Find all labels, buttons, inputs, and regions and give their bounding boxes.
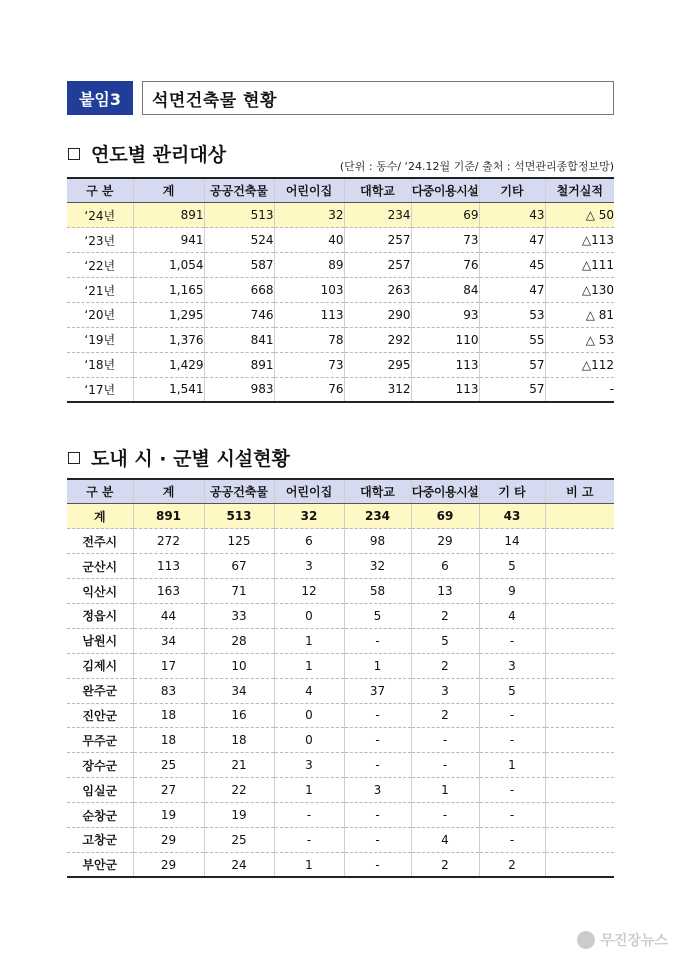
table-cell xyxy=(545,852,614,877)
table-cell: 263 xyxy=(344,278,411,303)
table-cell xyxy=(545,504,614,529)
table-cell: 57 xyxy=(479,352,545,377)
table-cell: 1 xyxy=(344,653,411,678)
table-row xyxy=(67,529,614,554)
table-cell: 1 xyxy=(411,778,479,803)
table-cell: 29 xyxy=(133,827,204,852)
col-header: 대학교 xyxy=(344,479,411,504)
table-cell: 2 xyxy=(479,852,545,877)
table-cell: 1 xyxy=(479,753,545,778)
table-cell xyxy=(545,628,614,653)
table-cell: 73 xyxy=(411,228,479,253)
table-cell: 290 xyxy=(344,302,411,327)
table-row xyxy=(67,554,614,579)
table-cell: 0 xyxy=(274,728,344,753)
table-cell: 69 xyxy=(411,504,479,529)
table-cell: 891 xyxy=(133,203,204,228)
table-cell: △111 xyxy=(545,253,614,278)
table-cell: 103 xyxy=(274,278,344,303)
table-row xyxy=(67,653,614,678)
table-cell: 1,429 xyxy=(133,352,204,377)
table-cell: 84 xyxy=(411,278,479,303)
col-header: 구 분 xyxy=(67,479,133,504)
checkbox-icon xyxy=(68,452,80,464)
table-cell: - xyxy=(479,827,545,852)
table-cell: 14 xyxy=(479,529,545,554)
row-label: 계 xyxy=(67,504,133,529)
table-cell: 32 xyxy=(274,203,344,228)
table-cell: 16 xyxy=(204,703,274,728)
table-cell: △113 xyxy=(545,228,614,253)
table-cell: 57 xyxy=(479,377,545,402)
table-cell: - xyxy=(344,803,411,828)
col-header: 공공건축물 xyxy=(204,479,274,504)
table-cell: 513 xyxy=(204,504,274,529)
table-cell: 21 xyxy=(204,753,274,778)
table-cell: 29 xyxy=(411,529,479,554)
table-cell: 28 xyxy=(204,628,274,653)
table-cell: 1,165 xyxy=(133,278,204,303)
table-cell: 312 xyxy=(344,377,411,402)
table-row xyxy=(67,302,614,327)
table-cell: 58 xyxy=(344,579,411,604)
table-cell: 47 xyxy=(479,228,545,253)
table-cell xyxy=(545,778,614,803)
table-cell xyxy=(545,603,614,628)
table-row xyxy=(67,203,614,228)
table-cell: 4 xyxy=(274,678,344,703)
table-cell xyxy=(545,703,614,728)
col-header: 철거실적 xyxy=(545,178,614,203)
table-cell xyxy=(545,753,614,778)
table-cell: 5 xyxy=(411,628,479,653)
table-cell: 53 xyxy=(479,302,545,327)
table-cell: 22 xyxy=(204,778,274,803)
section2-heading xyxy=(68,444,290,471)
table-cell: 71 xyxy=(204,579,274,604)
table-cell: 29 xyxy=(133,852,204,877)
table-cell: 25 xyxy=(133,753,204,778)
table-cell: 18 xyxy=(133,703,204,728)
row-label: 김제시 xyxy=(67,653,133,678)
col-header: 계 xyxy=(133,479,204,504)
col-header: 공공건축물 xyxy=(204,178,274,203)
table-row xyxy=(67,827,614,852)
table-row xyxy=(67,628,614,653)
row-label: 진안군 xyxy=(67,703,133,728)
row-label: ‘23년 xyxy=(67,228,133,253)
row-label: 남원시 xyxy=(67,628,133,653)
table-cell: 257 xyxy=(344,253,411,278)
yearly-table xyxy=(67,177,614,403)
table-cell: 69 xyxy=(411,203,479,228)
col-header: 대학교 xyxy=(344,178,411,203)
table-cell: - xyxy=(479,803,545,828)
table-cell: 13 xyxy=(411,579,479,604)
table-cell: 19 xyxy=(204,803,274,828)
row-label: ‘24년 xyxy=(67,203,133,228)
col-header: 기타 xyxy=(479,178,545,203)
table-cell: 2 xyxy=(411,653,479,678)
table-cell: 110 xyxy=(411,327,479,352)
table-cell: - xyxy=(545,377,614,402)
row-label: ‘20년 xyxy=(67,302,133,327)
table-cell xyxy=(545,529,614,554)
table-row xyxy=(67,504,614,529)
table-cell xyxy=(545,579,614,604)
table-cell: 0 xyxy=(274,703,344,728)
table-cell: 524 xyxy=(204,228,274,253)
table-cell: 746 xyxy=(204,302,274,327)
table-row xyxy=(67,352,614,377)
table-cell: 513 xyxy=(204,203,274,228)
table-cell: 163 xyxy=(133,579,204,604)
table-cell: 34 xyxy=(204,678,274,703)
table-cell: - xyxy=(344,703,411,728)
table-cell: - xyxy=(274,803,344,828)
table-cell: 1 xyxy=(274,852,344,877)
table-cell: 983 xyxy=(204,377,274,402)
table-cell: 12 xyxy=(274,579,344,604)
table-cell: 941 xyxy=(133,228,204,253)
section1-heading xyxy=(68,140,226,167)
table-row xyxy=(67,778,614,803)
watermark xyxy=(577,930,668,950)
table-cell: 32 xyxy=(344,554,411,579)
table-row xyxy=(67,579,614,604)
table-cell: - xyxy=(479,703,545,728)
table-cell: 234 xyxy=(344,504,411,529)
table-header-row xyxy=(67,178,614,203)
row-label: 군산시 xyxy=(67,554,133,579)
table-cell: 10 xyxy=(204,653,274,678)
section2-title: 도내 시 · 군별 시설현황 xyxy=(91,448,290,470)
table-cell: 17 xyxy=(133,653,204,678)
table-cell: △ 53 xyxy=(545,327,614,352)
table-cell: 34 xyxy=(133,628,204,653)
row-label: ‘22년 xyxy=(67,253,133,278)
row-label: 완주군 xyxy=(67,678,133,703)
table-cell: 98 xyxy=(344,529,411,554)
table-cell: 113 xyxy=(411,352,479,377)
attachment-badge: 붙임3 xyxy=(67,81,133,115)
table-cell: 891 xyxy=(133,504,204,529)
table-cell: 5 xyxy=(479,678,545,703)
row-label: 장수군 xyxy=(67,753,133,778)
table-header-row xyxy=(67,479,614,504)
table-cell: 43 xyxy=(479,203,545,228)
col-header: 다중이용시설 xyxy=(411,178,479,203)
table-cell: 257 xyxy=(344,228,411,253)
table-cell: 113 xyxy=(133,554,204,579)
table-cell: - xyxy=(411,753,479,778)
table-cell: 83 xyxy=(133,678,204,703)
row-label: 무주군 xyxy=(67,728,133,753)
col-header: 어린이집 xyxy=(274,178,344,203)
table-row xyxy=(67,852,614,877)
table-cell: 78 xyxy=(274,327,344,352)
table-cell: 93 xyxy=(411,302,479,327)
table-cell: 47 xyxy=(479,278,545,303)
table-cell: 3 xyxy=(411,678,479,703)
table-cell: 24 xyxy=(204,852,274,877)
table-cell: - xyxy=(344,753,411,778)
table-cell xyxy=(545,827,614,852)
table-cell: 2 xyxy=(411,703,479,728)
table-cell: 1 xyxy=(274,628,344,653)
table-cell: 1,054 xyxy=(133,253,204,278)
col-header: 다중이용시설 xyxy=(411,479,479,504)
table-row xyxy=(67,753,614,778)
table-cell: 33 xyxy=(204,603,274,628)
row-label: ‘17년 xyxy=(67,377,133,402)
table-cell: - xyxy=(479,628,545,653)
table-cell: - xyxy=(411,728,479,753)
table-cell: 0 xyxy=(274,603,344,628)
table-cell: 587 xyxy=(204,253,274,278)
table-cell: 37 xyxy=(344,678,411,703)
table-cell: 3 xyxy=(479,653,545,678)
logo-icon xyxy=(577,931,595,949)
table-cell: 841 xyxy=(204,327,274,352)
table-cell: 891 xyxy=(204,352,274,377)
unit-note: (단위 : 동수/ ‘24.12월 기준/ 출처 : 석면관리종합정보망) xyxy=(339,160,614,173)
table-cell: 3 xyxy=(274,554,344,579)
table-cell: △ 50 xyxy=(545,203,614,228)
watermark-text: 무진장뉴스 xyxy=(600,933,668,949)
row-label: 고창군 xyxy=(67,827,133,852)
table-cell: 1,541 xyxy=(133,377,204,402)
table-row xyxy=(67,377,614,402)
table-cell: 1,295 xyxy=(133,302,204,327)
row-label: 정읍시 xyxy=(67,603,133,628)
table-cell: 113 xyxy=(274,302,344,327)
table-row xyxy=(67,253,614,278)
row-label: 부안군 xyxy=(67,852,133,877)
table-cell: - xyxy=(274,827,344,852)
col-header: 구 분 xyxy=(67,178,133,203)
table-row xyxy=(67,803,614,828)
table-cell: 25 xyxy=(204,827,274,852)
row-label: 전주시 xyxy=(67,529,133,554)
row-label: 순창군 xyxy=(67,803,133,828)
row-label: ‘18년 xyxy=(67,352,133,377)
table-cell: 2 xyxy=(411,852,479,877)
table-cell: - xyxy=(344,827,411,852)
row-label: 임실군 xyxy=(67,778,133,803)
table-cell: 1,376 xyxy=(133,327,204,352)
table-cell: 5 xyxy=(479,554,545,579)
table-row xyxy=(67,228,614,253)
table-cell: 45 xyxy=(479,253,545,278)
page-title: 석면건축물 현황 xyxy=(142,81,614,115)
table-cell: - xyxy=(411,803,479,828)
table-cell xyxy=(545,653,614,678)
table-cell xyxy=(545,803,614,828)
table-cell: 9 xyxy=(479,579,545,604)
table-cell: 73 xyxy=(274,352,344,377)
col-header: 기 타 xyxy=(479,479,545,504)
table-cell xyxy=(545,678,614,703)
table-cell: 89 xyxy=(274,253,344,278)
table-cell: 2 xyxy=(411,603,479,628)
table-cell: 76 xyxy=(411,253,479,278)
table-cell: 43 xyxy=(479,504,545,529)
table-cell: 4 xyxy=(479,603,545,628)
title-row xyxy=(67,81,614,115)
table-cell: 272 xyxy=(133,529,204,554)
table-cell: 125 xyxy=(204,529,274,554)
table-cell: 4 xyxy=(411,827,479,852)
table-cell: 6 xyxy=(411,554,479,579)
table-cell: 1 xyxy=(274,778,344,803)
regional-table xyxy=(67,478,614,878)
row-label: 익산시 xyxy=(67,579,133,604)
table-row xyxy=(67,703,614,728)
table-row xyxy=(67,327,614,352)
table-row xyxy=(67,678,614,703)
table-cell: 18 xyxy=(204,728,274,753)
table-cell: 292 xyxy=(344,327,411,352)
table-cell xyxy=(545,728,614,753)
table-cell: 27 xyxy=(133,778,204,803)
col-header: 비 고 xyxy=(545,479,614,504)
col-header: 계 xyxy=(133,178,204,203)
table-cell: 67 xyxy=(204,554,274,579)
table-cell: 295 xyxy=(344,352,411,377)
table-cell: 3 xyxy=(344,778,411,803)
table-cell: △ 81 xyxy=(545,302,614,327)
table-cell: 234 xyxy=(344,203,411,228)
table-cell: 5 xyxy=(344,603,411,628)
table-cell: 3 xyxy=(274,753,344,778)
table-cell: 44 xyxy=(133,603,204,628)
table-row xyxy=(67,603,614,628)
table-cell: 6 xyxy=(274,529,344,554)
checkbox-icon xyxy=(68,148,80,160)
table-row xyxy=(67,278,614,303)
table-cell: 40 xyxy=(274,228,344,253)
table-cell: 113 xyxy=(411,377,479,402)
row-label: ‘19년 xyxy=(67,327,133,352)
table-cell: △112 xyxy=(545,352,614,377)
table-cell: - xyxy=(344,628,411,653)
table-cell: △130 xyxy=(545,278,614,303)
table-cell: - xyxy=(344,852,411,877)
table-cell: - xyxy=(479,778,545,803)
table-cell: 19 xyxy=(133,803,204,828)
table-cell: 76 xyxy=(274,377,344,402)
table-cell: 55 xyxy=(479,327,545,352)
table-cell xyxy=(545,554,614,579)
table-cell: - xyxy=(479,728,545,753)
table-cell: 668 xyxy=(204,278,274,303)
table-cell: 1 xyxy=(274,653,344,678)
section1-title: 연도별 관리대상 xyxy=(91,144,227,166)
col-header: 어린이집 xyxy=(274,479,344,504)
table-cell: 18 xyxy=(133,728,204,753)
table-cell: - xyxy=(344,728,411,753)
table-cell: 32 xyxy=(274,504,344,529)
row-label: ‘21년 xyxy=(67,278,133,303)
table-row xyxy=(67,728,614,753)
